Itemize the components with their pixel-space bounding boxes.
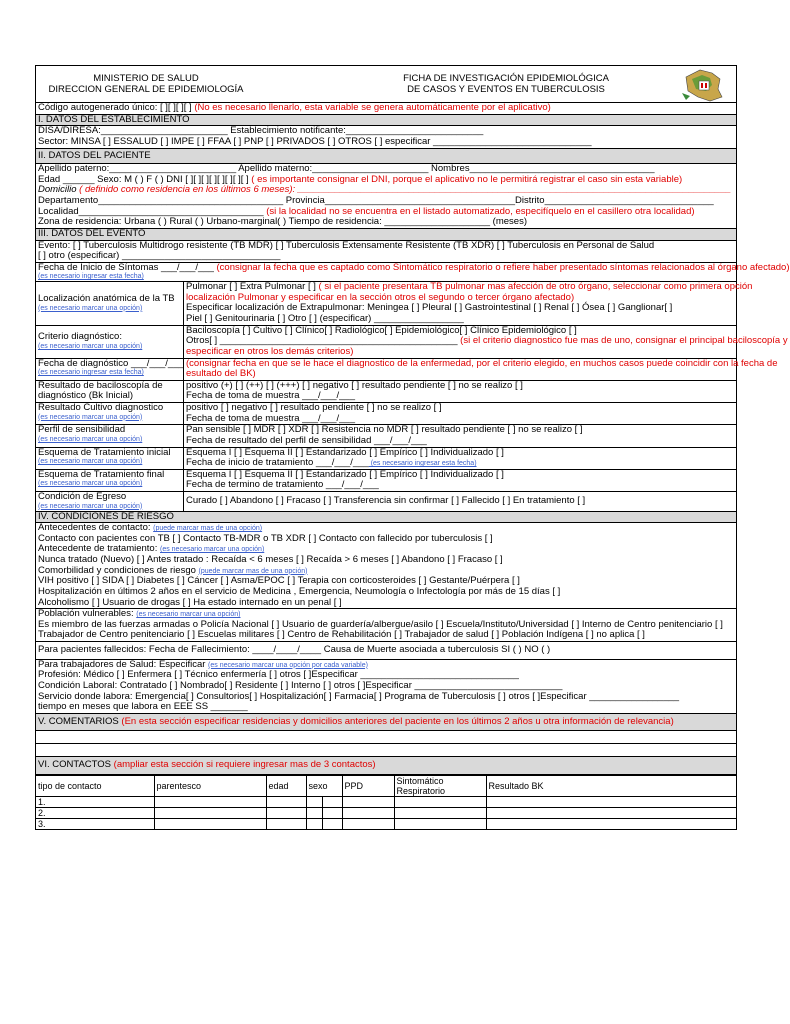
- com-options2: Hospitalización en últimos 2 años en el servicio de Medicina , Emergencia, Neumología o Infectología por más de 15 días [ ]: [38, 585, 561, 597]
- ini-right: [184, 448, 736, 469]
- cell[interactable]: [306, 819, 322, 830]
- col-resultado-bk: Resultado BK: [486, 776, 736, 797]
- trat-hint: (es necesario marcar una opción): [160, 546, 265, 554]
- form-title-line2: DE CASOS Y EVENTOS EN TUBERCULOSIS: [407, 83, 605, 95]
- bk-line1: positivo (+) [ ] (++) [ ] (+++) [ ] negativo [ ] resultado pendiente [ ] no se realizo [ ]: [186, 379, 523, 391]
- cult-left: [36, 403, 184, 424]
- domicilio-note: ( definido como residencia en los últimos 6 meses): __________________________________________________________________________________: [76, 184, 732, 196]
- cell[interactable]: [394, 808, 486, 819]
- egr-line1: Curado [ ] Abandono [ ] Fracaso [ ] Transferencia sin confirmar [ ] Fallecido [ ] En tratamiento [ ]: [186, 494, 586, 506]
- epidemiological-form: [35, 65, 790, 830]
- names-line: Apellido paterno:________________________ Apellido materno:______________________ Nombres___________________________________: [38, 163, 655, 175]
- header-left: [36, 74, 256, 95]
- contacts-table: [36, 775, 736, 829]
- row-number: 1.: [36, 797, 154, 808]
- ps-profesion: Profesión: Médico [ ] Enfermera [ ] Técnico enfermería [ ] otros [ ]Especificar ______________________________: [38, 669, 519, 681]
- cultivo-row: [36, 403, 736, 425]
- header-right: [366, 74, 646, 95]
- ini-line2: [186, 458, 734, 469]
- loc-pulmonar: Pulmonar [ ] Extra Pulmonar [ ]: [186, 281, 319, 293]
- crit-note2: especificar en otros los demás criterios): [186, 345, 354, 357]
- ps-condicion: Condición Laboral: Contratado [ ] Nombrado[ ] Residente [ ] Interno [ ] otros [ ]Especificar ____________________________: [38, 679, 563, 691]
- fin-left: [36, 470, 184, 491]
- evento-line2: [ ] otro (especificar) ______________________________: [38, 250, 281, 262]
- cell[interactable]: [322, 808, 342, 819]
- loc-line3: Especificar localización de Extrapulmonar: Meningea [ ] Pleural [ ] Gastrointestinal [ ] Renal [ ] Ósea [ ] Ganglionar[ ]: [186, 302, 673, 314]
- cell[interactable]: [266, 819, 306, 830]
- localidad-note: (si la localidad no se encuentra en el listado automatizado, especifíquelo en el casillero otra localidad): [263, 205, 695, 217]
- ini-left: [36, 448, 184, 469]
- loc-hint: (es necesario marcar una opción): [38, 304, 143, 312]
- age-sex-dni: Edad ______ Sexo: M ( ) F ( ) DNI [ ][ ][ ][ ][ ][ ][ ][ ]: [38, 173, 249, 185]
- form-header: [36, 66, 736, 103]
- egr-label: Condición de Egreso: [38, 491, 127, 503]
- tratamiento-final-row: [36, 470, 736, 492]
- ini-label: Esquema de Tratamiento inicial: [38, 446, 171, 458]
- ps-servicio: Servicio donde labora: Emergencia[ ] Consultorios[ ] Hospitalización[ ] Farmacia[ ] Programa de Tuberculosis [ ] otros [ ]Especificar _________________: [38, 690, 680, 702]
- fis-line: [38, 261, 790, 274]
- fecha-dx-row: [36, 357, 778, 381]
- cell[interactable]: [266, 808, 306, 819]
- com-label: Comorbilidad y condiciones de riesgo: [38, 564, 199, 576]
- ps-tiempo: tiempo en meses que labora en EEE SS _______: [38, 701, 248, 713]
- fdx-note1: (consignar fecha en que se le hace el diagnostico de la enfermedad, por el criterio elegido, en muchos casos puede coincidir con la fecha de: [186, 357, 778, 369]
- cell[interactable]: [154, 797, 266, 808]
- s5-note: (En esta sección especificar residencias y domicilios anteriores del paciente en los últimos 2 años u otra información de relevancia): [118, 715, 674, 727]
- fin-line1: Esquema I [ ] Esquema II [ ] Estandarizado [ ] Empírico [ ] Individualizado [ ]: [186, 468, 504, 480]
- com-hint: (puede marcar mas de una opción): [198, 567, 308, 575]
- criterio-row: [36, 324, 788, 359]
- fis-label: Fecha de Inicio de Síntomas ___/___/___: [38, 261, 214, 273]
- ant-hint: (puede marcar mas de una opción): [153, 525, 263, 533]
- section-4-title: IV. CONDICIONES DE RIESGO: [36, 512, 736, 524]
- cell[interactable]: [154, 808, 266, 819]
- evento-block: [36, 241, 736, 263]
- pob-options1: Es miembro de las fuerzas armadas o Policía Nacional [ ] Usuario de guardería/albergue/asilo [ ] Escuela/Instituto/Universidad [ ] Interno de Centro penitenciario [ ]: [38, 618, 723, 630]
- pob-label: Población vulnerables:: [38, 608, 137, 620]
- cell[interactable]: [266, 797, 306, 808]
- cell[interactable]: [342, 808, 394, 819]
- sensibilidad-row: [36, 425, 736, 447]
- form-title-line1: FICHA DE INVESTIGACIÓN EPIDEMIOLÓGICA: [403, 73, 609, 84]
- fis-block: [36, 261, 790, 282]
- table-row: [36, 819, 736, 830]
- table-row: [36, 797, 736, 808]
- col-tipo: tipo de contacto: [36, 776, 154, 797]
- section-2-body: [36, 164, 736, 229]
- cult-label: Resultado Cultivo diagnostico: [38, 402, 164, 414]
- fin-right: [184, 470, 736, 491]
- cult-right: [184, 403, 736, 424]
- s5-title: V. COMENTARIOS: [38, 715, 119, 727]
- sector-line: Sector: MINSA [ ] ESSALUD [ ] IMPE [ ] FFAA [ ] PNP [ ] PRIVADOS [ ] OTROS [ ] especificar ______________________________: [38, 135, 592, 147]
- s6-title: VI. CONTACTOS: [38, 759, 112, 771]
- crit-line1: Baciloscopía [ ] Cultivo [ ] Clínico[ ] Radiológico[ ] Epidemiológico[ ] Clínico Epidemiológico [ ]: [186, 324, 577, 336]
- sens-hint: (es necesario marcar una opción): [38, 435, 143, 443]
- section-1-title: I. DATOS DEL ESTABLECIMIENTO: [36, 115, 736, 127]
- cell[interactable]: [306, 797, 322, 808]
- s6-note: (ampliar esta sección si requiere ingresar mas de 3 contactos): [111, 759, 376, 771]
- fin-hint: (es necesario marcar una opción): [38, 480, 143, 488]
- codigo-note: (No es necesario llenarlo, esta variable se genera automáticamente por el aplicativo): [194, 102, 551, 113]
- cult-line1: positivo [ ] negativo [ ] resultado pendiente [ ] no se realizo [ ]: [186, 402, 442, 414]
- cell[interactable]: [154, 819, 266, 830]
- cell[interactable]: [486, 819, 736, 830]
- fin-label: Esquema de Tratamiento final: [38, 468, 165, 480]
- cell[interactable]: [342, 797, 394, 808]
- section-5-title: [36, 714, 736, 732]
- cell[interactable]: [322, 819, 342, 830]
- bk-left: [36, 381, 184, 402]
- poblacion-block: [36, 609, 736, 642]
- ministry-name: MINISTERIO DE SALUD: [93, 73, 199, 84]
- sens-right: [184, 425, 736, 446]
- ini-hint: (es necesario marcar una opción): [38, 458, 143, 466]
- domicilio-label: Domicilio: [38, 184, 77, 196]
- col-sexo: sexo: [306, 776, 342, 797]
- crit-right: [184, 326, 790, 358]
- baciloscopia-row: [36, 381, 736, 403]
- col-edad: edad: [266, 776, 306, 797]
- fin-line2: Fecha de termino de tratamiento ___/___/___: [186, 479, 379, 491]
- fdx-note2: esultado del BK): [186, 368, 256, 380]
- bk-right: [184, 381, 736, 402]
- bk-label1: Resultado de baciloscopía de: [38, 379, 163, 391]
- cell[interactable]: [394, 819, 486, 830]
- egr-hint: (es necesario marcar una opción): [38, 502, 143, 510]
- cell[interactable]: [486, 808, 736, 819]
- bk-line2: Fecha de toma de muestra ___/___/___: [186, 390, 356, 402]
- trat-options: Nunca tratado (Nuevo) [ ] Antes tratado : Recaída < 6 meses [ ] Recaída > 6 meses [ ] Abandono [ ] Fracaso [ ]: [38, 554, 503, 566]
- fdx-hint: (es necesario ingresar esta fecha): [38, 369, 144, 377]
- location-line: Departamento___________________________________ Provincia____________________________________Distrito________________________________: [38, 195, 714, 206]
- cult-line2: Fecha de toma de muestra ___/___/___: [186, 412, 356, 424]
- table-row: [36, 808, 736, 819]
- loc-line4: Piel [ ] Genitourinaria [ ] Otro [ ] (especificar) _________________: [186, 313, 464, 325]
- ini-date-hint: (es necesario ingresar esta fecha): [368, 460, 477, 468]
- fdx-label: Fecha de diagnóstico ___/___/___: [38, 357, 184, 369]
- section-1-body: [36, 126, 736, 148]
- riesgo-block: [36, 523, 736, 609]
- pob-options2: Trabajador de Centro penitenciario [ ] Escuelas militares [ ] Centro de Rehabilitación [ ] Trabajador de salud [ ] Población Indígena [ ] no aplica [ ]: [38, 629, 645, 641]
- sens-label: Perfil de sensibilidad: [38, 424, 126, 436]
- loc-label: Localización anatómica de la TB: [38, 293, 175, 305]
- col-ppd: PPD: [342, 776, 394, 797]
- localizacion-row: [36, 281, 753, 326]
- cell[interactable]: [322, 797, 342, 808]
- codigo-row: [36, 103, 736, 115]
- pob-hint: (es necesario marcar una opción): [136, 611, 241, 619]
- fdx-right: [184, 359, 779, 380]
- comments-line-2[interactable]: [36, 744, 736, 757]
- fdx-left: [36, 359, 184, 380]
- section-3-title: III. DATOS DEL EVENTO: [36, 229, 736, 241]
- crit-label: Criterio diagnóstico:: [38, 331, 122, 343]
- egreso-row: [36, 492, 736, 511]
- row-number: 2.: [36, 808, 154, 819]
- zona-line: Zona de residencia: Urbana ( ) Rural ( ) Urbano-marginal( ) Tiempo de residencia: ____________________ (meses): [38, 216, 527, 228]
- personal-salud-block: [36, 660, 736, 714]
- loc-right: [184, 282, 754, 325]
- loc-note2: localización Pulmonar y especificar en la sección otros el segundo o tercer órgano afectado): [186, 291, 575, 303]
- evento-line1: Evento: [ ] Tuberculosis Multidrogo resistente (TB MDR) [ ] Tuberculosis Extensamente Resistente (TB XDR) [ ] Tuberculosis en Personal de Salud: [38, 239, 655, 251]
- section-6-title: [36, 757, 736, 775]
- ant-label: Antecedentes de contacto:: [38, 522, 154, 534]
- trat-label: Antecedente de tratamiento:: [38, 543, 160, 555]
- ant-options: Contacto con pacientes con TB [ ] Contacto TB-MDR o TB XDR [ ] Contacto con fallecido por tuberculosis [ ]: [38, 532, 493, 544]
- loc-note1: ( si el paciente presentara TB pulmonar mas afección de otro órgano, seleccionar como primera opción: [318, 281, 753, 293]
- cult-hint: (es necesario marcar una opción): [38, 413, 143, 421]
- codigo-label: Código autogenerado único: [ ][ ][ ][ ]: [38, 102, 192, 113]
- ini-line1: Esquema I [ ] Esquema II [ ] Estandarizado [ ] Empírico [ ] Individualizado [ ]: [186, 446, 504, 458]
- cell[interactable]: [486, 797, 736, 808]
- loc-left: [36, 282, 184, 325]
- col-parentesco: parentesco: [154, 776, 266, 797]
- crit-left: [36, 326, 184, 358]
- cell[interactable]: [306, 808, 322, 819]
- ps-hint: (es necesario marcar una opción por cada variable): [208, 661, 368, 669]
- egr-left: [36, 492, 184, 510]
- comments-line-1[interactable]: [36, 731, 736, 744]
- dni-note: ( es importante consignar el DNI, porque el aplicativo no le permitirá registrar el caso sin esta variable): [248, 173, 683, 185]
- contacts-header-row: [36, 776, 736, 797]
- direction-name: DIRECCION GENERAL DE EPIDEMIOLOGÍA: [48, 83, 244, 95]
- fis-hint: (es necesario ingresar esta fecha): [38, 273, 144, 281]
- crit-hint: (es necesario marcar una opción): [38, 343, 143, 351]
- sens-line2: Fecha de resultado del perfil de sensibilidad ___/___/___: [186, 434, 427, 446]
- egr-right: [184, 492, 736, 510]
- com-options3: Alcoholismo [ ] Usuario de drogas [ ] Ha estado internado en un penal [ ]: [38, 596, 342, 608]
- fallecidos-row: Para pacientes fallecidos: Fecha de Fallecimiento: ____/____/____ Causa de Muerte asociada a tuberculosis SI ( ) NO ( ): [36, 642, 736, 660]
- cell[interactable]: [342, 819, 394, 830]
- col-sintomatico: Sintomático Respiratorio: [394, 776, 486, 797]
- section-2-title: II. DATOS DEL PACIENTE: [36, 149, 736, 165]
- cell[interactable]: [394, 797, 486, 808]
- fis-note: (consignar la fecha que es captado como Sintomático respiratorio o refiere haber presentado síntomas relacionados al órgano afectado): [216, 261, 790, 273]
- sens-line1: Pan sensible [ ] MDR [ ] XDR [ ] Resistencia no MDR [ ] resultado pendiente [ ] no se realizo [ ]: [186, 424, 583, 436]
- crit-note: (si el criterio diagnostico fue mas de uno, consignar el principal baciloscopía y: [457, 335, 788, 347]
- peru-map-logo-icon: [680, 67, 726, 103]
- localidad-field: Localidad___________________________________: [38, 205, 264, 217]
- bk-label2: diagnóstico (Bk Inicial): [38, 390, 134, 402]
- ps-label: Para trabajadores de Salud: Especificar: [38, 658, 209, 670]
- sens-left: [36, 425, 184, 446]
- row-number: 3.: [36, 819, 154, 830]
- ini-date: Fecha de inicio de tratamiento ___/___/___: [186, 457, 369, 469]
- tratamiento-inicial-row: [36, 448, 736, 470]
- com-options1: VIH positivo [ ] SIDA [ ] Diabetes [ ] Cáncer [ ] Asma/EPOC [ ] Terapia con corticosteroides [ ] Gestante/Puérpera [ ]: [38, 575, 520, 587]
- disa-line: DISA/DIRESA:________________________ Establecimiento notificante:__________________________: [38, 125, 484, 137]
- crit-otros: Otros[ ] _____________________________________________: [186, 335, 458, 347]
